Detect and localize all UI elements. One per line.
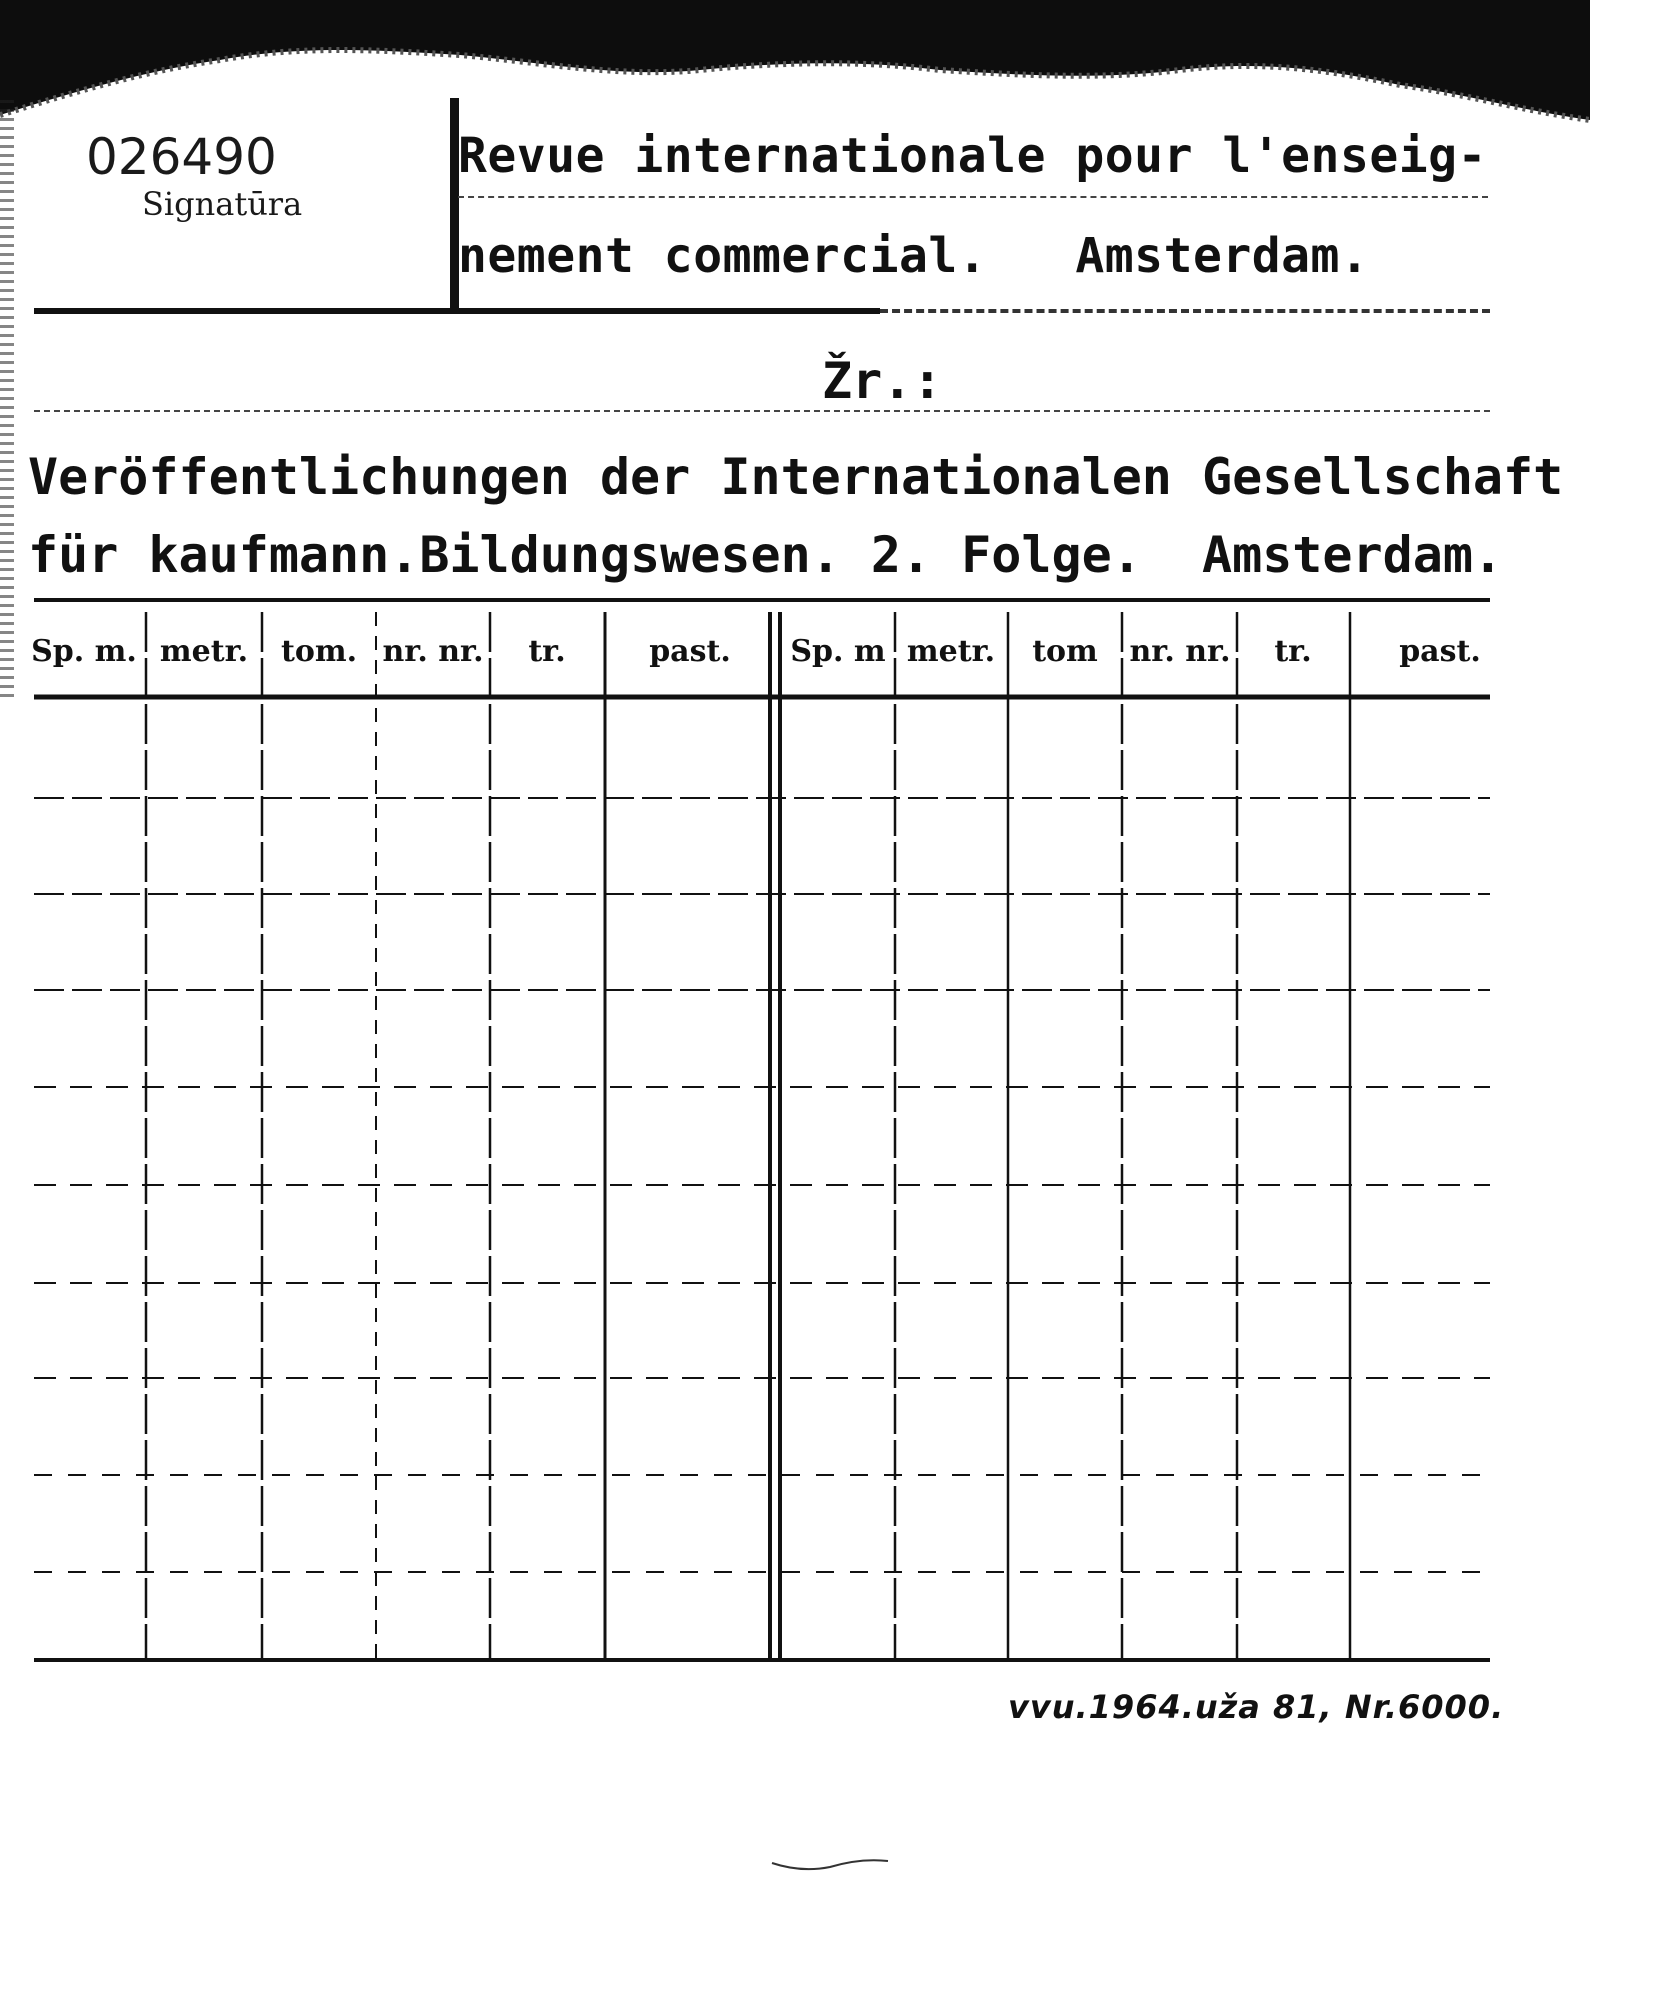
series-line-1: Veröffentlichungen der Internationalen Gesellschaft <box>28 448 1564 506</box>
header-tom-right: tom <box>1032 634 1098 669</box>
signature-label: Signatūra <box>142 185 303 223</box>
header-tom-left: tom. <box>280 634 358 669</box>
signature-number: 026490 <box>86 128 277 186</box>
header-sp-m-left: Sp. m. <box>31 634 137 669</box>
header-sp-m-right: Sp. m <box>790 634 886 669</box>
header-past-right: past. <box>1399 634 1481 669</box>
title-line-2: nement commercial. Amsterdam. <box>458 228 1370 284</box>
see-also-label: Žr.: <box>822 352 943 410</box>
header-past-left: past. <box>649 634 731 669</box>
series-line-2: für kaufmann.Bildungswesen. 2. Folge. Amsterdam. <box>28 526 1504 584</box>
header-tr-right: tr. <box>1274 634 1312 669</box>
handwritten-note: vvu.1964.uža 81, Nr.6000. <box>1008 1688 1505 1726</box>
title-line-1: Revue internationale pour l'enseig- <box>458 128 1487 184</box>
header-nr-nr-right: nr. nr. <box>1129 634 1231 669</box>
pen-mark <box>770 1855 890 1875</box>
header-nr-nr-left: nr. nr. <box>382 634 484 669</box>
header-metr-left: metr. <box>159 634 249 669</box>
header-tr-left: tr. <box>528 634 566 669</box>
header-metr-right: metr. <box>906 634 996 669</box>
